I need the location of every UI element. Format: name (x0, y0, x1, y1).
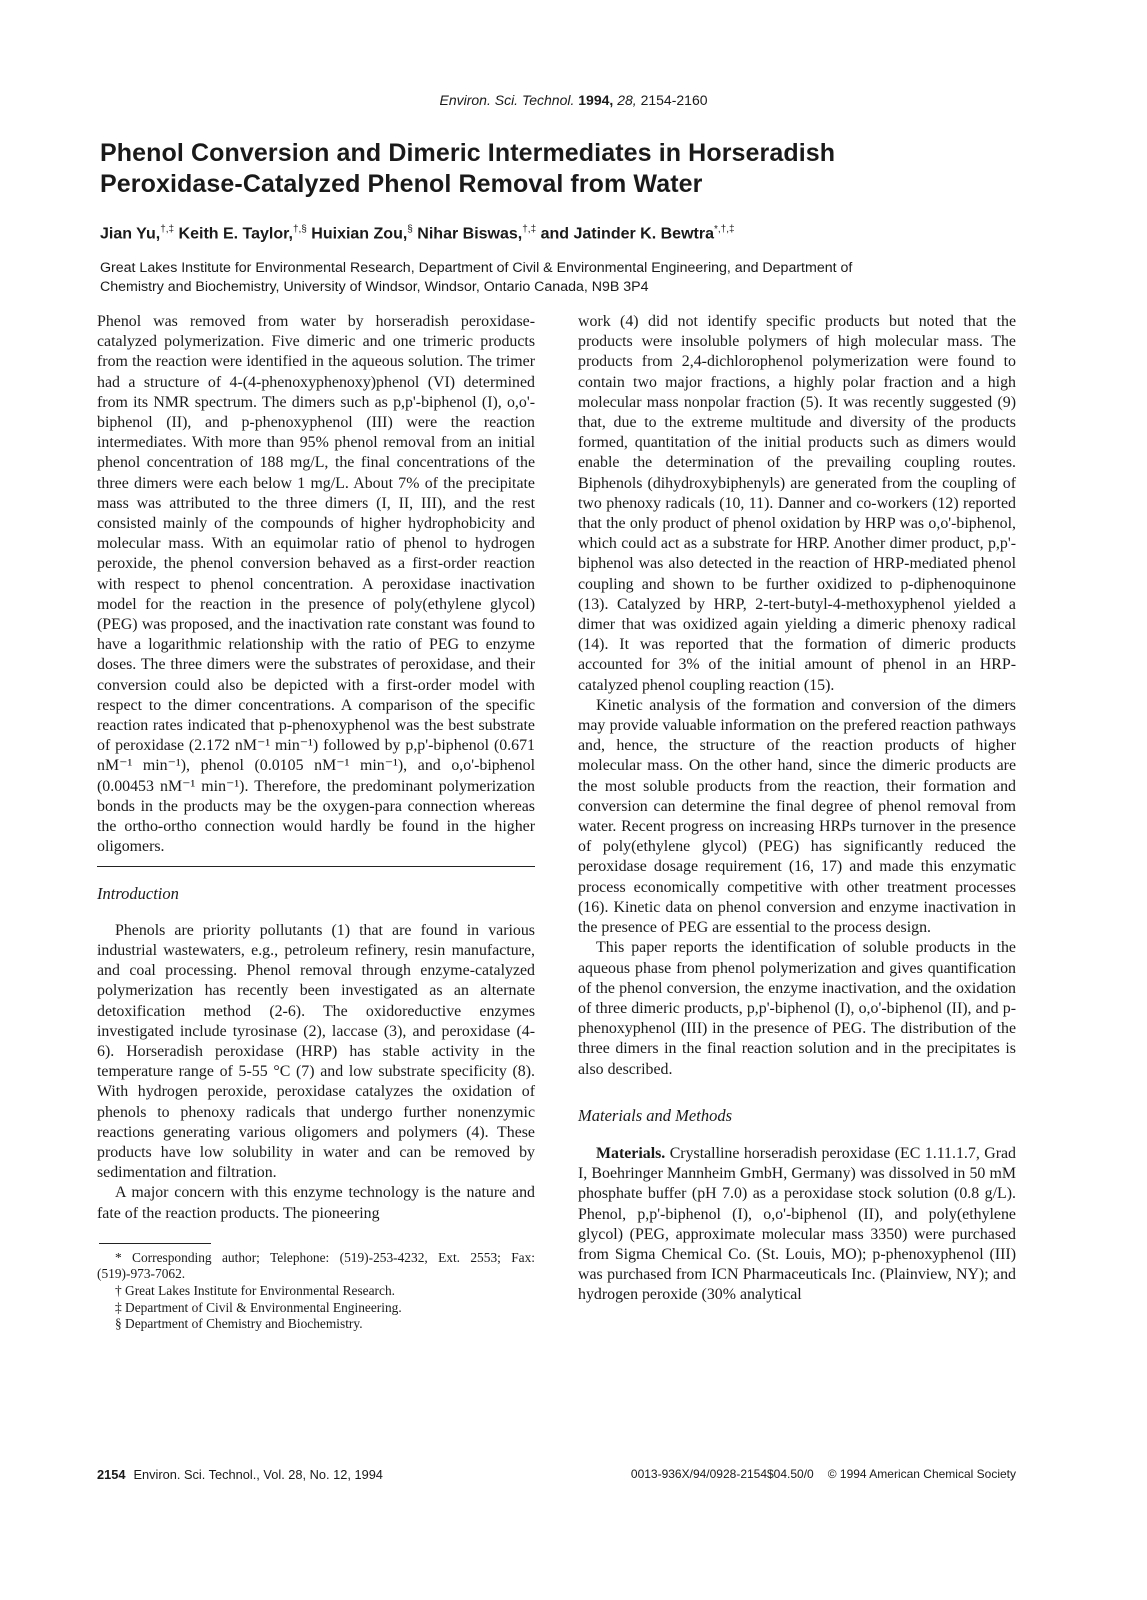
author-3: Huixian Zou, (306, 225, 408, 243)
author-5: and Jatinder K. Bewtra (536, 225, 714, 243)
body-paragraph-3: This paper reports the identification of soluble products in the aqueous phase from phenol polymerization and gives quantification of the phenol conversion, the enzyme inactivation, and the oxidation of three dimeric products, p,p'-biphenol (I), o,o'-biphenol (II), and p-phenoxyphenol (III) in the presence of PEG. The distribution of the three dimers in the final reaction solution and in the precipitates is also described. (578, 939, 1016, 1078)
footer-right (578, 1467, 1016, 1481)
materials-text: Crystalline horseradish peroxidase (EC 1.11.1.7, Grad I, Boehringer Mannheim GmbH, Germany) was dissolved in 50 mM phosphate buffer (pH 7.0) as a peroxidase stock solution (0.8 g/L). Phenol, p,p'-biphenol (I), o,o'-biphenol (II), and poly(ethylene glycol) (PEG, approximate molecular mass 3350) were purchased from Sigma Chemical Co. (St. Louis, MO); p-phenoxyphenol (III) was purchased from ICN Pharmaceuticals Inc. (Plainview, NY); and hydrogen peroxide (30% analytical (578, 1144, 1016, 1304)
author-2-marks: †,§ (292, 224, 307, 235)
running-head (0, 92, 1147, 108)
introduction-heading: Introduction (97, 884, 179, 904)
title-line-2: Peroxidase-Catalyzed Phenol Removal from Water (100, 170, 703, 198)
journal-name: Environ. Sci. Technol. (439, 92, 575, 108)
article-title (100, 138, 1060, 200)
footnote-double-dagger: ‡ Department of Civil & Environmental Engineering. (115, 1299, 402, 1315)
author-4: Nihar Biswas, (412, 225, 523, 243)
page-number: 2154 (97, 1467, 126, 1482)
author-list (100, 224, 1060, 243)
author-3-marks: § (407, 224, 413, 235)
author-4-marks: †,‡ (522, 224, 537, 235)
affiliation-line-1: Great Lakes Institute for Environmental Research, Department of Civil & Environmental Engineering, and Department of (100, 260, 853, 276)
author-5-marks: *,†,‡ (713, 224, 735, 235)
right-column (578, 312, 1016, 1306)
introduction-paragraph-2: A major concern with this enzyme technology is the nature and fate of the reaction products. The pioneering (97, 1184, 535, 1222)
journal-volume: 28, (617, 92, 637, 108)
copyright: © 1994 American Chemical Society (827, 1467, 1016, 1481)
author-1: Jian Yu, (100, 225, 161, 243)
footnote-dagger: † Great Lakes Institute for Environmental Research. (115, 1282, 395, 1298)
body-paragraph-1: work (4) did not identify specific products but noted that the products were insoluble polymers of high molecular mass. The products from 2,4-dichlorophenol polymerization were found to contain two major fractions, a highly polar fraction and a high molecular mass nonpolar fraction (5). It was recently suggested (9) that, due to the extreme multitude and diversity of the products formed, quantitation of the initial products such as dimers would enable the determination of the prevailing coupling routes. Biphenols (dihydroxybiphenyls) are generated from the coupling of two phenoxy radicals (10, 11). Danner and co-workers (12) reported that the only product of phenol oxidation by HRP was o,o'-biphenol, which could act as a substrate for HRP. Another dimer product, p,p'-biphenol was also detected in the reaction of HRP-mediated phenol coupling and shown to be further oxidized to p-diphenoquinone (13). Catalyzed by HRP, 2-tert-butyl-4-methoxyphenol yielded a dimer that was oxidized again yielding a dimeric phenoxy radical (14). It was reported that the formation of dimeric products accounted for 3% of the initial amount of phenol in an HRP-catalyzed phenol coupling reaction (15). (578, 313, 1016, 694)
materials-runin-heading: Materials. (596, 1144, 666, 1162)
journal-year: 1994, (578, 92, 614, 108)
author-2: Keith E. Taylor, (174, 225, 293, 243)
footnote-section: § Department of Chemistry and Biochemistry. (115, 1316, 363, 1332)
article-code: 0013-936X/94/0928-2154$04.50/0 (630, 1467, 814, 1481)
footnote-corresponding-author: * Corresponding author; Telephone: (519)-253-4232, Ext. 2553; Fax: (519)-973-7062. (97, 1249, 535, 1282)
affiliation-line-2: Chemistry and Biochemistry, University of Windsor, Windsor, Ontario Canada, N9B 3P4 (100, 279, 649, 295)
affiliation (100, 259, 1060, 297)
footnote-divider (99, 1243, 211, 1244)
materials-paragraph (578, 1144, 1016, 1306)
introduction-paragraph-1: Phenols are priority pollutants (1) that are found in various industrial wastewaters, e.g., petroleum refinery, resin manufacture, and coal processing. Phenol removal through enzyme-catalyzed polymerization has recently been investigated as an alternate detoxification method (2-6). The oxidoreductive enzymes investigated include tyrosinase (2), laccase (3), and peroxidase (4-6). Horseradish peroxidase (HRP) has stable activity in the temperature range of 5-55 °C (7) and low substrate specificity (8). With hydrogen peroxide, peroxidase catalyzes the oxidation of phenols to phenoxy radicals that undergo further nonenzymic reactions generating various oligomers and polymers (4). These products have low solubility in water and can be removed by sedimentation and filtration. (97, 921, 535, 1182)
materials-methods-heading: Materials and Methods (578, 1105, 732, 1125)
body-paragraph-2: Kinetic analysis of the formation and conversion of the dimers may provide valuable information on the prefered reaction pathways and, hence, the structure of the reaction products of higher molecular mass. On the other hand, since the dimeric products are the most soluble products from the reaction, their formation and conversion can determine the final degree of phenol removal from water. Recent progress on increasing HRPs turnover in the presence of poly(ethylene glycol) (PEG) has significantly reduced the peroxidase dosage requirement (16, 17) and made this enzymatic process economically competitive with other treatment processes (16). Kinetic data on phenol conversion and enzyme inactivation in the presence of PEG are essential to the process design. (578, 696, 1016, 937)
left-column (97, 312, 535, 1333)
footer-left (97, 1467, 383, 1482)
footer-citation: Environ. Sci. Technol., Vol. 28, No. 12, 1994 (133, 1467, 383, 1482)
author-1-marks: †,‡ (160, 224, 175, 235)
abstract-divider (97, 866, 535, 867)
journal-pages: 2154-2160 (640, 92, 708, 108)
title-line-1: Phenol Conversion and Dimeric Intermediates in Horseradish (100, 139, 836, 167)
abstract: Phenol was removed from water by horseradish peroxidase-catalyzed polymerization. Five dimeric and one trimeric products from the reaction were identified in the aqueous solution. The trimer had a structure of 4-(4-phenoxyphenoxy)phenol (VI) determined from its NMR spectrum. The dimers such as p,p'-biphenol (I), o,o'-biphenol (II), and p-phenoxyphenol (III) were the reaction intermediates. With more than 95% phenol removal from an initial phenol concentration of 188 mg/L, the final concentrations of the three dimers were each below 1 mg/L. About 7% of the precipitate mass was attributed to the three dimers (I, II, III), and the rest consisted mainly of the compounds of higher hydrophobicity and molecular mass. With an equimolar ratio of phenol to hydrogen peroxide, the phenol conversion behaved as a first-order reaction with respect to phenol concentration. A peroxidase inactivation model for the reaction in the presence of poly(ethylene glycol) (PEG) was proposed, and the inactivation rate constant was found to have a logarithmic relationship with the ratio of PEG to enzyme doses. The three dimers were the substrates of peroxidase, and their conversion could also be depicted with a first-order model with respect to the dimer concentrations. A comparison of the specific reaction rates indicated that p-phenoxyphenol was the best substrate of peroxidase (2.172 nM⁻¹ min⁻¹) followed by p,p'-biphenol (0.671 nM⁻¹ min⁻¹), phenol (0.0105 nM⁻¹ min⁻¹), and o,o'-biphenol (0.00453 nM⁻¹ min⁻¹). Therefore, the predominant polymerization bonds in the products may be the oxygen-para connection whereas the ortho-ortho connection would hardly be found in the higher oligomers. (97, 313, 535, 856)
